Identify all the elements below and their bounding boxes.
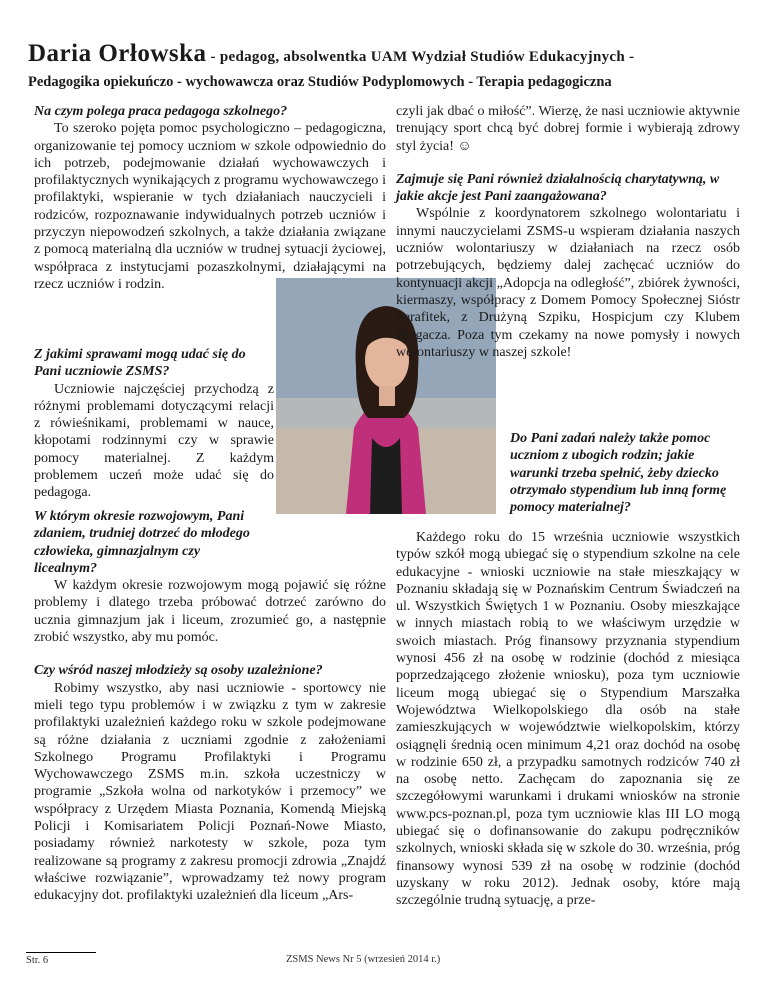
right-column-bottom [396, 529, 740, 910]
question-6: Do Pani zadań należy także pomoc uczniom z ubogich rodzin; jakie warunki trzeba spełnić, żeby dziecko otrzymało stypendium lub inną formę pomocy materialnej? [510, 431, 727, 516]
author-description-cont: Pedagogika opiekuńczo - wychowawcza oraz Studiów Podyplomowych - Terapia pedagogiczna [28, 74, 612, 90]
question-5: Zajmuje się Pani również działalnością charytatywną, w jakie akcje jest Pani zaangażowana? [396, 171, 720, 205]
left-column-block-2 [34, 346, 274, 502]
right-question-6-block [510, 430, 740, 516]
page-number: Str. 6 [26, 952, 96, 966]
left-column-block-3 [34, 508, 386, 905]
answer-4-continued: czyli jak dbać o miłość”. Wierzę, że nasi uczniowie aktywnie trenujący sport chcą być dobrej formie i wybierają zdrowy styl życia! ☺ [396, 104, 740, 154]
article-header [28, 40, 748, 68]
question-4: Czy wśród naszej młodzieży są osoby uzależnione? [34, 663, 323, 679]
left-column [34, 103, 386, 293]
answer-3: W każdym okresie rozwojowym mogą pojawić się różne problemy i dlatego trzeba próbować dotrzeć zarówno do ucznia gimnazjum jak i liceum, zrozumieć go, a następnie zrobić wszystko, aby mu pomóc. [34, 578, 386, 646]
answer-4: Robimy wszystko, aby nasi uczniowie - sportowcy nie mieli tego typu problemów i w związku z tym w zakresie profilaktyki uzależnień każdego roku w szkole podejmowane są różne działania z uczniami zgodnie z założeniami Szkolnego Programu Profilaktyki i Programu Wychowawczego ZSMS m.in. szkoła uczestniczy w programie „Szkoła wolna od narkotyków i przemocy” we współpracy z Urzędem Miasta Poznania, Komendą Miejską Policji i Komisariatem Policji Poznań-Nowe Miasto, posiadamy również narkotesty w szkole, poza tym realizowane są programy z zakresu promocji zdrowia „Znajdź właściwe rozwiązanie”, wprowadzamy też nowy program edukacyjny dot. profilaktyki uzależnień dla liceum „Ars- [34, 680, 386, 904]
question-1: Na czym polega praca pedagoga szkolnego? [34, 104, 288, 119]
answer-6: Każdego roku do 15 września uczniowie wszystkich typów szkół mogą ubiegać się o stypendium szkolne na cele edukacyjne - wnioski uczniowie na stałe mieszkający w Poznaniu składają się w Poznańskim Centrum Świadczeń na ul. Wszystkich Świętych 1 w Poznaniu. Osoby mieszkające w innych miastach robią to we właściwym urzędzie w swoich miastach. Próg finansowy przyznania stypendium wynosi 456 zł na osobę w rodzinie (dochód z miesiąca poprzedzającego złożenie wniosku), poza tym uczniowie liceum mogą ubiegać się o Stypendium Marszałka Województwa Wielkopolskiego dla osób na stałe zamieszkujących w województwie wielkopolskim, którzy osiągnęli średnią ocen minimum 4,21 oraz dochód na osobę w rodzinie 650 zł, a przypadku samotnych rodziców 740 zł na osobę netto. Zachęcam do zapoznania się ze szczegółowymi warunkami i drukami wniosków na stronie www.pcs-poznan.pl, poza tym uczniowie klas III LO mogą ubiegać się o dofinansowanie do zakupu podręczników szkolnych, wnioski składa się w szkole do 30. września, próg finansowy wynosi 539 zł na osobę w rodzinie (dochód uzyskany w roku 2012). Jednak osoby, które mają szczególnie trudną sytuację, a prze- [396, 530, 740, 909]
question-2: Z jakimi sprawami mogą udać się do Pani uczniowie ZSMS? [34, 347, 246, 380]
issue-info: ZSMS News Nr 5 (wrzesień 2014 r.) [286, 954, 441, 965]
answer-2: Uczniowie najczęściej przychodzą z różnymi problemami dotyczącymi relacji z rówieśnikami, problemami w nauce, kłopotami rodzinnymi czy w sprawie pomocy materialnej. Z każdym problemem uczeń może udać się do pedagoga. [34, 381, 274, 501]
question-3: W którym okresie rozwojowym, Pani zdaniem, trudniej dotrzeć do młodego człowieka, gimnazjalnym czy licealnym? [34, 509, 250, 576]
author-description: - pedagog, absolwentka UAM Wydział Studiów Edukacyjnych - [210, 49, 635, 65]
right-column-top [396, 103, 740, 361]
author-name: Daria Orłowska [28, 40, 207, 67]
answer-1: To szeroko pojęta pomoc psychologiczno – pedagogiczna, organizowanie tej pomocy uczniom w szkole odpowiednio do ich potrzeb, podejmowanie działań wychowawczych i profilaktycznych wynikających z programu wychowawczego i profilaktyki, wspieranie w tych działaniach nauczycieli i rodziców, rozpoznawanie indywidualnych potrzeb uczniów i przyczyn niepowodzeń szkolnych, a także działania związane z pomocą materialną dla uczniów w trudnej sytuacji życiowej, współpraca z instytucjami pozaszkolnymi, działającymi na rzecz uczniów i rodzin. [34, 121, 386, 292]
answer-5-intro: Wspólnie z koordynatorem szkolnego wolontariatu i innymi nauczycielami ZSMS-u wspieram działania naszych uczniów wolontariuszy w działaniach na rzecz osób potrzebujących, będziemy dalej zachęcać uczniów do kontynuacji akcji „Adopcja na odległość”, zbiórek żywności, kiermaszy, współpracy z Domem Pomocy Społecznej Sióstr Serafitek, z Drużyną Szpiku, Hospicjum czy Klubem Biegacza. Poza tym czekamy na nowe pomysły i nowych wolontariuszy w naszej szkole! [396, 206, 740, 360]
